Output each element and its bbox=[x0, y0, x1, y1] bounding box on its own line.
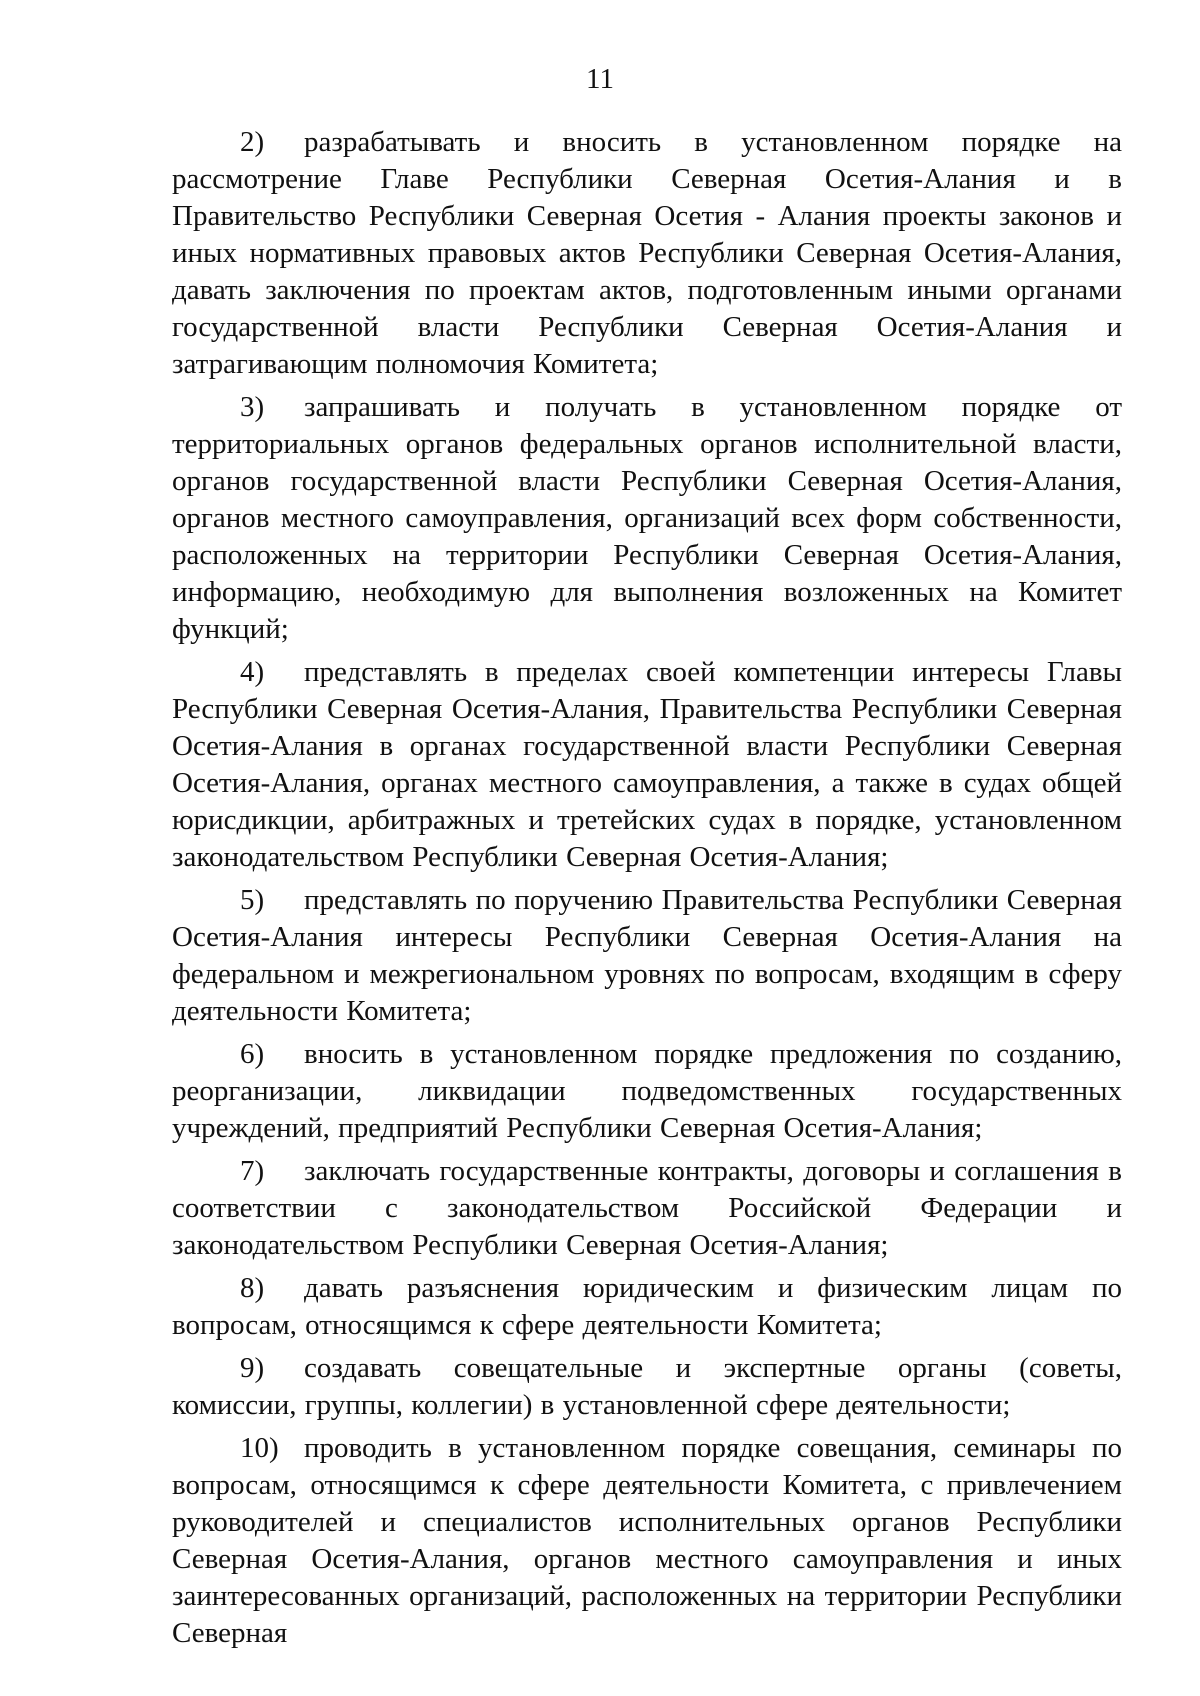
item-number: 5) bbox=[240, 884, 265, 916]
item-number: 4) bbox=[240, 656, 265, 688]
list-item-5 bbox=[172, 882, 1122, 1030]
item-text: разрабатывать и вносить в установленном порядке на рассмотрение Главе Республики Северная Осетия-Алания и в Правительство Республики Северная Осетия - Алания проекты законов и иных нормативных правовых актов Республики Северная Осетия-Алания, давать заключения по проектам актов, подготовленным иными органами государственной власти Республики Северная Осетия-Алания и затрагивающим полномочия Комитета; bbox=[172, 126, 1122, 380]
item-number: 7) bbox=[240, 1155, 265, 1187]
item-text: давать разъяснения юридическим и физическим лицам по вопросам, относящимся к сфере деятельности Комитета; bbox=[172, 1272, 1122, 1341]
item-text: представлять в пределах своей компетенции интересы Главы Республики Северная Осетия-Алания, Правительства Республики Северная Осетия-Алания в органах государственной власти Республики Северная Осетия-Алания, органах местного самоуправления, а также в судах общей юрисдикции, арбитражных и третейских судах в порядке, установленном законодательством Республики Северная Осетия-Алания; bbox=[172, 656, 1122, 873]
item-number: 8) bbox=[240, 1272, 265, 1304]
item-number: 9) bbox=[240, 1352, 265, 1384]
item-number: 3) bbox=[240, 391, 265, 423]
item-number: 10) bbox=[240, 1432, 279, 1464]
list-item-7 bbox=[172, 1153, 1122, 1264]
item-text: представлять по поручению Правительства Республики Северная Осетия-Алания интересы Республики Северная Осетия-Алания на федеральном и межрегиональном уровнях по вопросам, входящим в сферу деятельности Комитета; bbox=[172, 884, 1122, 1027]
item-text: вносить в установленном порядке предложения по созданию, реорганизации, ликвидации подведомственных государственных учреждений, предприятий Республики Северная Осетия-Алания; bbox=[172, 1038, 1122, 1144]
list-item-4 bbox=[172, 654, 1122, 876]
item-text: создавать совещательные и экспертные органы (советы, комиссии, группы, коллегии) в установленной сфере деятельности; bbox=[172, 1352, 1122, 1421]
item-text: запрашивать и получать в установленном порядке от территориальных органов федеральных органов исполнительной власти, органов государственной власти Республики Северная Осетия-Алания, органов местного самоуправления, организаций всех форм собственности, расположенных на территории Республики Северная Осетия-Алания, информацию, необходимую для выполнения возложенных на Комитет функций; bbox=[172, 391, 1122, 645]
list-item-8 bbox=[172, 1270, 1122, 1344]
list-item-2 bbox=[172, 124, 1122, 383]
list-item-6 bbox=[172, 1036, 1122, 1147]
item-text: проводить в установленном порядке совещания, семинары по вопросам, относящимся к сфере деятельности Комитета, с привлечением руководителей и специалистов исполнительных органов Республики Северная Осетия-Алания, органов местного самоуправления и иных заинтересованных организаций, расположенных на территории Республики Северная bbox=[172, 1432, 1122, 1649]
list-item-3 bbox=[172, 389, 1122, 648]
document-body bbox=[172, 124, 1122, 1658]
page-number: 11 bbox=[586, 63, 614, 95]
item-number: 2) bbox=[240, 126, 265, 158]
item-text: заключать государственные контракты, договоры и соглашения в соответствии с законодательством Российской Федерации и законодательством Республики Северная Осетия-Алания; bbox=[172, 1155, 1122, 1261]
item-number: 6) bbox=[240, 1038, 265, 1070]
list-item-9 bbox=[172, 1350, 1122, 1424]
list-item-10 bbox=[172, 1430, 1122, 1652]
